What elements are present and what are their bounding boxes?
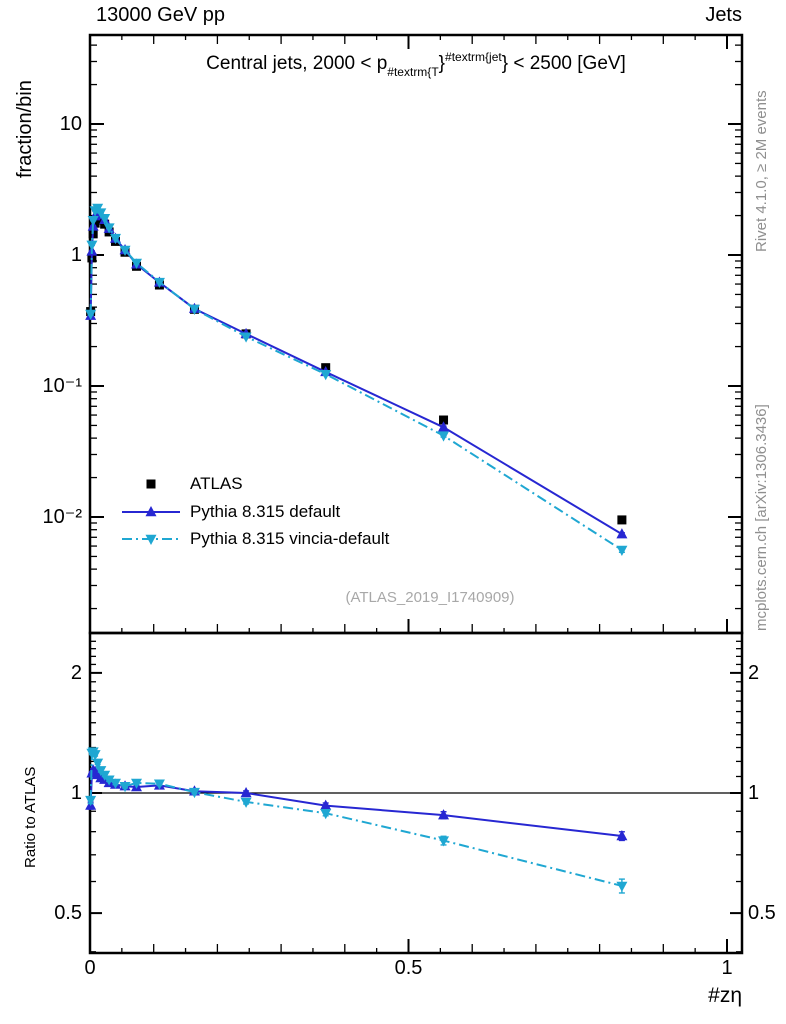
ratio-ytick-left-0p5: 0.5 — [54, 902, 82, 924]
plot-title-superscript: #textrm{jet — [445, 50, 502, 64]
data-marker — [438, 431, 449, 441]
data-marker — [617, 515, 626, 524]
mcplots-source-note: mcplots.cern.ch [arXiv:1306.3436] — [753, 404, 770, 631]
data-marker — [147, 480, 156, 489]
rivet-version-note: Rivet 4.1.0, ≥ 2M events — [753, 90, 770, 252]
ratio-ytick-left-1: 1 — [70, 782, 82, 804]
plot-title — [90, 50, 742, 79]
plot-title-subscript: #textrm{T — [387, 65, 439, 79]
main-ytick-0p01: 10⁻² — [42, 506, 82, 528]
data-marker — [616, 882, 627, 892]
data-marker — [616, 528, 627, 538]
series-vincia-ratio — [85, 747, 627, 893]
main-y-axis-title: fraction/bin — [14, 80, 36, 178]
legend-marker-triangle-up-icon — [120, 501, 182, 523]
main-ytick-1: 1 — [70, 244, 82, 266]
legend-label: ATLAS — [190, 474, 243, 493]
plot-title-suffix: } < 2500 [GeV] — [501, 53, 626, 74]
ratio-ytick-right-1: 1 — [748, 782, 760, 804]
plot-title-prefix: Central jets, 2000 < p — [206, 53, 388, 74]
series-default-ratio — [85, 764, 627, 840]
legend-marker-triangle-down-icon — [120, 528, 182, 550]
plot-title-mid: } — [438, 53, 446, 74]
analysis-id-watermark: (ATLAS_2019_I1740909) — [345, 589, 515, 606]
legend-marker-square-icon — [120, 473, 182, 495]
data-marker — [85, 796, 96, 806]
legend-item-pythia-vincia — [120, 528, 389, 550]
legend-label: Pythia 8.315 vincia-default — [190, 529, 390, 548]
legend-label: Pythia 8.315 default — [190, 502, 341, 521]
ratio-ytick-right-2: 2 — [748, 662, 760, 684]
xtick-0: 0 — [84, 957, 96, 979]
legend-item-pythia-default — [120, 501, 340, 523]
analysis-group-label: Jets — [705, 4, 742, 26]
ratio-ytick-right-0p5: 0.5 — [748, 902, 776, 924]
data-marker — [616, 546, 627, 556]
ratio-y-axis-title: Ratio to ATLAS — [22, 766, 39, 868]
main-ytick-0p1: 10⁻¹ — [42, 375, 82, 397]
data-marker — [86, 241, 97, 251]
main-ytick-10: 10 — [59, 113, 82, 135]
x-axis-title: #zη — [708, 984, 742, 1007]
ratio-ytick-left-2: 2 — [70, 662, 82, 684]
xtick-0p5: 0.5 — [394, 957, 423, 979]
xtick-1: 1 — [721, 957, 733, 979]
beam-energy-label: 13000 GeV pp — [96, 4, 225, 26]
legend-item-atlas — [120, 473, 243, 495]
